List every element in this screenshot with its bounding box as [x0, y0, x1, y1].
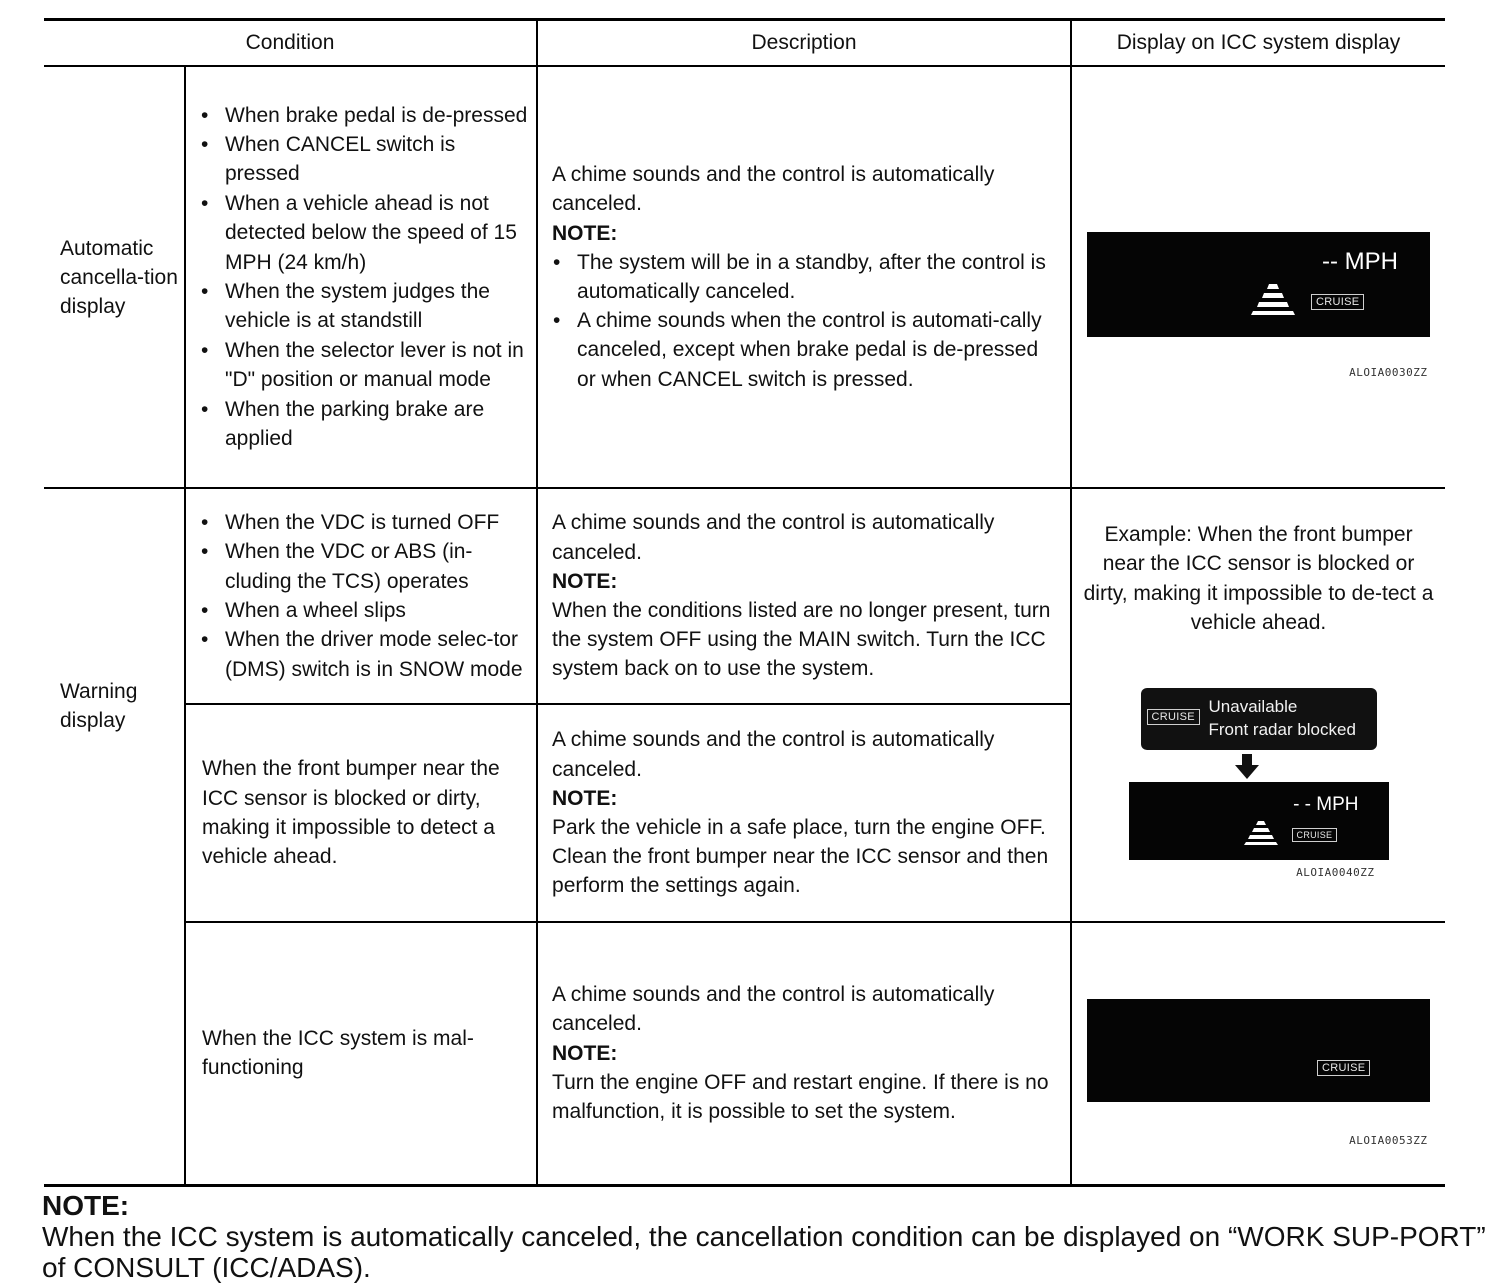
malfunction-display-cell [1071, 922, 1445, 1185]
category-continuation [44, 922, 185, 1185]
note-label: NOTE: [552, 1041, 618, 1065]
icc-display-screen [1087, 232, 1430, 337]
list-item: • When CANCEL switch is pressed [200, 130, 530, 189]
popup-line-1: Unavailable [1208, 696, 1298, 716]
figure-code: ALOIA0030ZZ [1349, 365, 1428, 379]
popup-message [1209, 695, 1356, 741]
example-caption: Example: When the front bumper near the ICC sensor is blocked or dirty, making it impossible to de-tect a vehicle ahead. [1083, 523, 1434, 635]
speed-readout: -- MPH [1322, 247, 1399, 275]
note-label: NOTE: [552, 786, 618, 810]
auto-cancel-conditions-cell [185, 66, 537, 488]
category-warning [44, 488, 185, 922]
list-item: • When a vehicle ahead is not detected below the speed of 15 MPH (24 km/h) [200, 189, 530, 277]
condition-text: When the ICC system is mal-functioning [202, 1026, 474, 1080]
table-row-warning-1 [44, 488, 1445, 704]
vehicle-ahead-icon [1249, 282, 1297, 316]
note-label: NOTE: [552, 569, 618, 593]
note-bullet-list [552, 248, 1062, 394]
warning-1-conditions-list [200, 508, 530, 684]
popup-line-2: Front radar blocked [1208, 719, 1356, 739]
warning-3-condition-cell [185, 922, 537, 1185]
figure-code: ALOIA0053ZZ [1349, 1134, 1428, 1148]
note-text: Turn the engine OFF and restart engine. If there is no malfunction, it is possible to set the system. [552, 1070, 1049, 1124]
list-item: • When a wheel slips [200, 596, 530, 625]
table-header-row [44, 20, 1445, 67]
description-text: A chime sounds and the control is automatically canceled. [552, 511, 995, 564]
footer-note-label: NOTE: [42, 1190, 130, 1221]
cruise-indicator: CRUISE [1311, 294, 1364, 310]
list-item: • When the system judges the vehicle is at standstill [200, 277, 530, 336]
cruise-indicator: CRUISE [1317, 1060, 1370, 1076]
note-label: NOTE: [552, 221, 618, 245]
warning-1-conditions-cell [185, 488, 537, 704]
note-text: Park the vehicle in a safe place, turn the engine OFF. Clean the front bumper near the ICC sensor and then perform the settings again. [552, 816, 1049, 898]
list-item: • The system will be in a standby, after the control is automatically canceled. [552, 248, 1062, 306]
warning-1-description-cell [537, 488, 1071, 704]
warning-3-description-cell [537, 922, 1071, 1185]
category-label: Automatic cancella-tion display [60, 236, 178, 318]
arrow-down-icon [1235, 754, 1259, 780]
list-item: • When the parking brake are applied [200, 395, 530, 454]
description-text: A chime sounds and the control is automatically canceled. [552, 983, 995, 1036]
description-text: A chime sounds and the control is automatically canceled. [552, 728, 995, 781]
list-item: • When brake pedal is de-pressed [200, 101, 530, 130]
auto-cancel-display-cell [1071, 66, 1445, 488]
description-text: A chime sounds and the control is automatically canceled. [552, 163, 995, 216]
icc-display-screen [1129, 782, 1389, 860]
icc-display-screen [1087, 999, 1430, 1102]
warning-display-cell [1071, 488, 1445, 922]
auto-cancel-description-cell [537, 66, 1071, 488]
icc-cancel-conditions-table [44, 18, 1445, 1187]
speed-readout: - - MPH [1293, 793, 1359, 815]
figure-code: ALOIA0040ZZ [1296, 865, 1375, 879]
table-row-warning-3 [44, 922, 1445, 1185]
footer-note [42, 1190, 1504, 1283]
list-item: • A chime sounds when the control is automati-cally canceled, except when brake pedal is de-pressed or when CANCEL switch is pressed. [552, 306, 1062, 394]
warning-2-description-cell [537, 704, 1071, 922]
category-auto-cancel [44, 66, 185, 488]
auto-cancel-conditions-list [200, 101, 530, 454]
popup-cruise-indicator: CRUISE [1147, 709, 1200, 725]
list-item: • When the VDC or ABS (in-cluding the TCS) operates [200, 537, 530, 596]
cruise-indicator: CRUISE [1292, 828, 1338, 842]
category-label: Warning display [60, 679, 138, 732]
list-item: • When the VDC is turned OFF [200, 508, 530, 537]
header-display: Display on ICC system display [1071, 20, 1445, 67]
table-row-auto-cancel [44, 66, 1445, 488]
list-item: • When the selector lever is not in "D" position or manual mode [200, 336, 530, 395]
header-description: Description [537, 20, 1071, 67]
header-condition: Condition [44, 20, 537, 67]
note-text: When the conditions listed are no longer present, turn the system OFF using the MAIN switch. Turn the ICC system back on to use the system. [552, 599, 1051, 681]
warning-2-condition-cell [185, 704, 537, 922]
vehicle-ahead-icon [1243, 820, 1279, 846]
footer-note-text: When the ICC system is automatically canceled, the cancellation condition can be displayed on “WORK SUP-PORT” of CONSULT (ICC/ADAS). [42, 1221, 1486, 1283]
warning-popup [1141, 688, 1377, 750]
list-item: • When the driver mode selec-tor (DMS) switch is in SNOW mode [200, 625, 530, 684]
condition-text: When the front bumper near the ICC sensor is blocked or dirty, making it impossible to detect a vehicle ahead. [202, 757, 500, 869]
